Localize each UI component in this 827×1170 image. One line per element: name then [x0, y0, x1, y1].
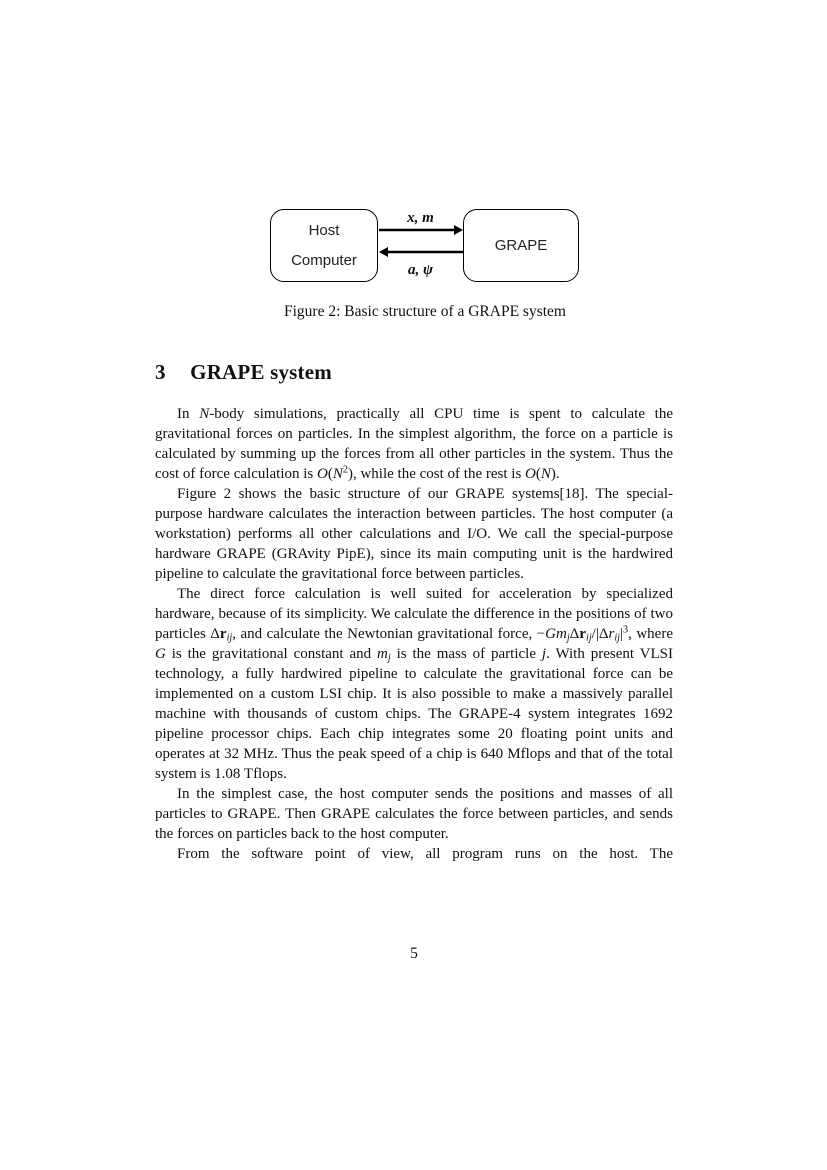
top-arrow-label: x, m: [407, 210, 434, 226]
paragraph-2: Figure 2 shows the basic structure of our GRAPE systems[18]. The special-purpose hardware calculates the interaction between particles. The host computer (a workstation) performs all other calculations and I/O. We call the special-purpose hardware GRAPE (GRAvity PipE), since its main computing unit is the hardwired pipeline to calculate the gravitational force between particles.: [155, 486, 673, 582]
arrow-left-icon: [379, 247, 463, 257]
paragraph-1: In N-body simulations, practically all CPU time is spent to calculate the gravitational forces on particles. In the simplest algorithm, the force on a particle is calculated by summing up the forces from all other particles in the system. Thus the cost of force calculation is $O(N^2)$, while the cost of the rest is O(N).: [155, 406, 674, 482]
host-box-line2: Computer: [291, 251, 357, 269]
section-heading: [155, 360, 332, 385]
paragraph-5: From the software point of view, all program runs on the host. The: [177, 846, 673, 862]
paragraph-3: The direct force calculation is well suited for acceleration by specialized hardware, because of its simplicity. We calculate the difference in the positions of two particles $\Delta r_{ij}$, and calculate the Newtonian gravitational force, $-Gm_j\Delta r_{ij}/|\Delta r_{ij}|^3$, where G is the gravitational constant and $m_j$ is the mass of particle j. With present VLSI technology, a fully hardwired pipeline to calculate the gravitational force can be implemented on a custom LSI chip. It is also possible to make a massively parallel machine with thousands of custom chips. The GRAPE-4 system integrates 1692 pipeline processor chips. Each chip integrates some 20 floating point units and operates at 32 MHz. Thus the peak speed of a chip is 640 Mflops and that of the total system is 1.08 Tflops.: [155, 586, 674, 782]
figure-caption: Figure 2: Basic structure of a GRAPE system: [284, 303, 566, 320]
section-title: GRAPE system: [190, 360, 332, 384]
section-number: 3: [155, 360, 166, 384]
page-number: 5: [410, 945, 418, 962]
figure-2-diagram: [270, 209, 580, 285]
body-text: [155, 404, 673, 864]
host-box-line1: Host: [308, 222, 340, 240]
bottom-arrow-label: a, ψ: [407, 262, 434, 278]
grape-box-label: GRAPE: [494, 237, 548, 254]
paragraph-4: In the simplest case, the host computer sends the positions and masses of all particles to GRAPE. Then GRAPE calculates the force between particles, and sends the forces on particles back to the host computer.: [155, 786, 673, 842]
figure-2: [270, 209, 580, 320]
